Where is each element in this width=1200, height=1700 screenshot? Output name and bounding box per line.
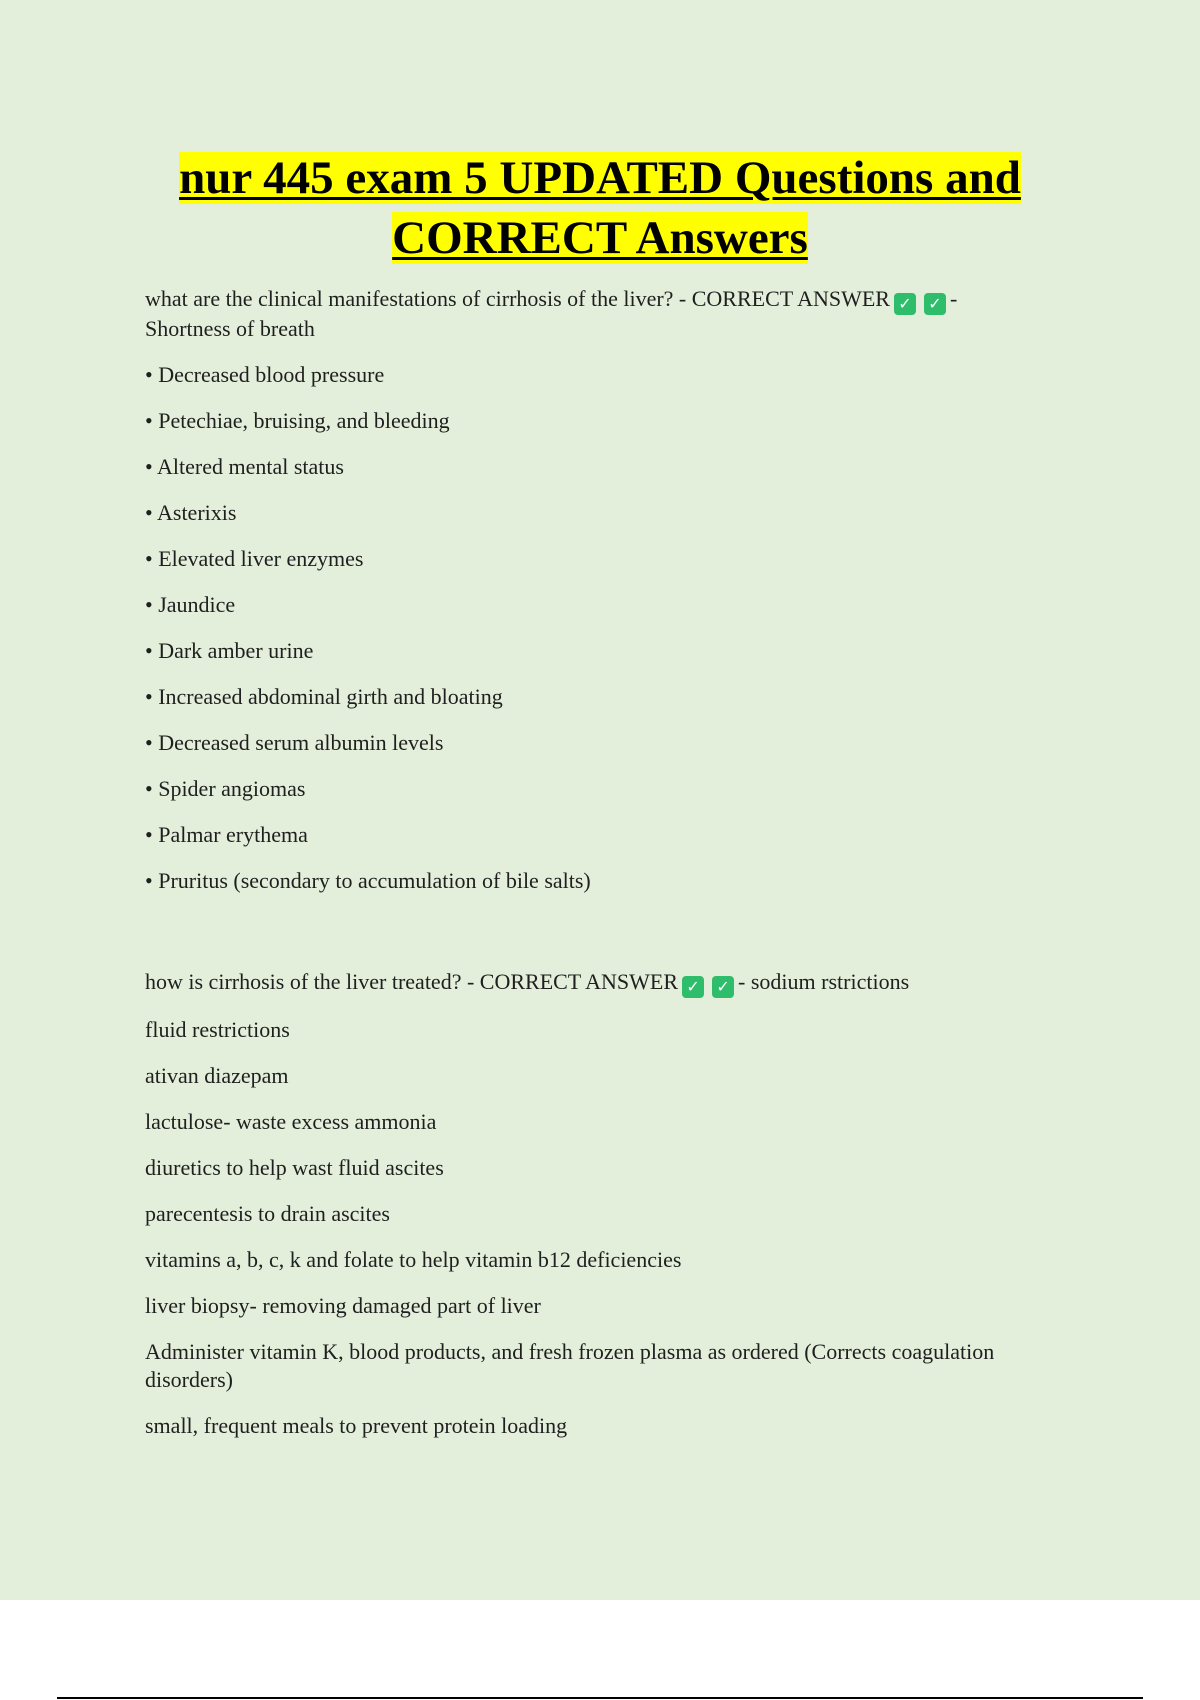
list-item: • Dark amber urine bbox=[145, 638, 314, 663]
question-1 bbox=[145, 285, 1085, 895]
title-line-2: CORRECT Answers bbox=[392, 212, 808, 264]
check-mark-icon: ✓ bbox=[682, 976, 704, 998]
line-gap bbox=[145, 619, 1085, 637]
list-item: • Altered mental status bbox=[145, 454, 344, 479]
list-item: ativan diazepam bbox=[145, 1063, 289, 1088]
answer-list bbox=[145, 998, 1085, 1440]
question-2-text: how is cirrhosis of the liver treated? - CORRECT ANSWER ✓ ✓ - sodium rstrictions bbox=[145, 969, 910, 996]
list-item: diuretics to help wast fluid ascites bbox=[145, 1155, 444, 1180]
line-gap bbox=[145, 573, 1085, 591]
question-1-text: what are the clinical manifestations of cirrhosis of the liver? - CORRECT ANSWER ✓ ✓ - Shortness of breath bbox=[145, 286, 958, 341]
line-gap bbox=[145, 1228, 1085, 1246]
list-item: vitamins a, b, c, k and folate to help vitamin b12 deficiencies bbox=[145, 1247, 682, 1272]
answer-first: Shortness of breath bbox=[145, 316, 315, 341]
list-item: Administer vitamin K, blood products, and fresh frozen plasma as ordered (Corrects coagulation disorders) bbox=[145, 1339, 995, 1392]
list-item: • Palmar erythema bbox=[145, 822, 308, 847]
list-item: • Pruritus (secondary to accumulation of bile salts) bbox=[145, 868, 591, 893]
line-gap bbox=[145, 481, 1085, 499]
check-mark-icon: ✓ bbox=[894, 293, 916, 315]
line-gap bbox=[145, 343, 1085, 361]
list-item: • Elevated liver enzymes bbox=[145, 546, 364, 571]
list-item: parecentesis to drain ascites bbox=[145, 1201, 390, 1226]
footer-divider bbox=[57, 1697, 1143, 1699]
line-gap bbox=[145, 1090, 1085, 1108]
list-item: • Jaundice bbox=[145, 592, 236, 617]
list-item: lactulose- waste excess ammonia bbox=[145, 1109, 437, 1134]
check-mark-icon: ✓ bbox=[712, 976, 734, 998]
list-item: liver biopsy- removing damaged part of liver bbox=[145, 1293, 541, 1318]
line-gap bbox=[145, 757, 1085, 775]
question-2 bbox=[145, 968, 1085, 1440]
list-item: fluid restrictions bbox=[145, 1017, 290, 1042]
title-line-1: nur 445 exam 5 UPDATED Questions and bbox=[179, 152, 1021, 204]
answer-list bbox=[145, 343, 1085, 895]
line-gap bbox=[145, 803, 1085, 821]
line-gap bbox=[145, 435, 1085, 453]
line-gap bbox=[145, 527, 1085, 545]
list-item: • Decreased blood pressure bbox=[145, 362, 385, 387]
line-gap bbox=[145, 389, 1085, 407]
list-item: small, frequent meals to prevent protein loading bbox=[145, 1413, 568, 1438]
check-mark-icon: ✓ bbox=[924, 293, 946, 315]
list-item: • Petechiae, bruising, and bleeding bbox=[145, 408, 450, 433]
line-gap bbox=[145, 998, 1085, 1016]
line-gap bbox=[145, 665, 1085, 683]
line-gap bbox=[145, 849, 1085, 867]
list-item: • Increased abdominal girth and bloating bbox=[145, 684, 503, 709]
line-gap bbox=[145, 1182, 1085, 1200]
document-title bbox=[0, 148, 1200, 268]
line-gap bbox=[145, 1274, 1085, 1292]
line-gap bbox=[145, 1044, 1085, 1062]
list-item: • Spider angiomas bbox=[145, 776, 306, 801]
line-gap bbox=[145, 1320, 1085, 1338]
list-item: • Asterixis bbox=[145, 500, 237, 525]
line-gap bbox=[145, 1394, 1085, 1412]
line-gap bbox=[145, 1136, 1085, 1154]
line-gap bbox=[145, 711, 1085, 729]
list-item: • Decreased serum albumin levels bbox=[145, 730, 444, 755]
